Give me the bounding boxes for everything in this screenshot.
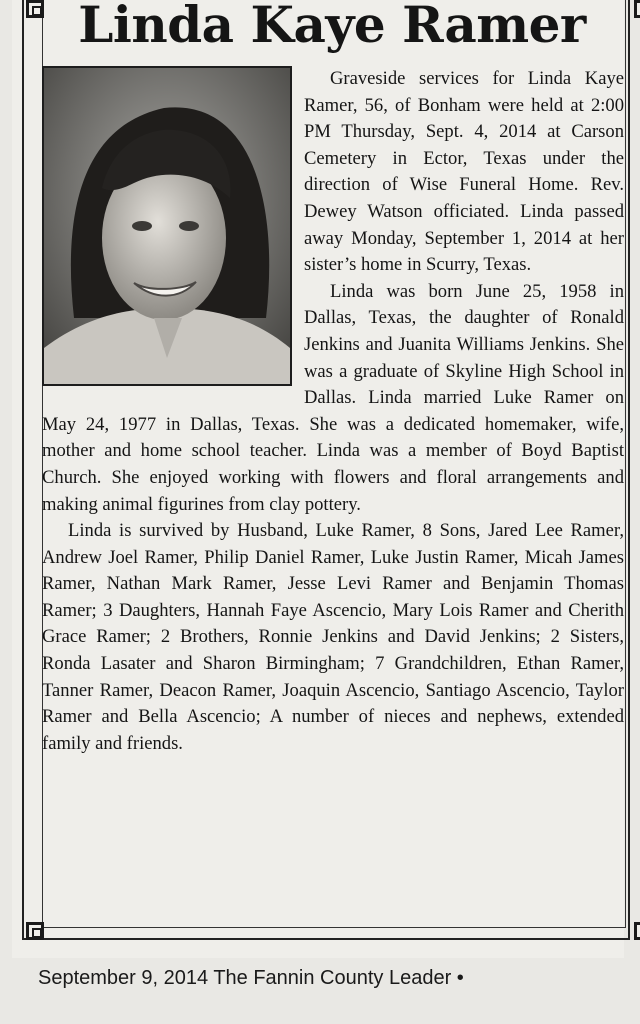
obituary-paragraph: Linda was born June 25, 1958 in Dallas, Texas, the daughter of Ronald Jenkins and Juanita Williams Jenkins. She was a graduate of Skyline High School in Dallas. Linda married Luke Ramer on May 24, 1977 in Dallas, Texas. She was a dedicated homemaker, wife, mother and home school teacher. Linda was a member of Boyd Baptist Church. She enjoyed working with flowers and floral arrangements and making animal figurines from clay pottery. [42,280,624,515]
obituary-paragraph: Linda is survived by Husband, Luke Ramer, 8 Sons, Jared Lee Ramer, Andrew Joel Ramer, Philip Daniel Ramer, Luke Justin Ramer, Micah James Ramer, Nathan Mark Ramer, Jesse Levi Ramer and Benjamin Thomas Ramer; 3 Daughters, Hannah Faye Ascencio, Mary Lois Ramer and Cherith Grace Ramer; 2 Brothers, Ronnie Jenkins and David Jenkins; 2 Sisters, Ronda Lasater and Sharon Birmingham; 7 Grandchildren, Ethan Ramer, Tanner Ramer, Deacon Ramer, Joaquin Ascencio, Santiago Ascencio, Taylor Ramer and Bella Ascencio; A number of nieces and nephews, extended family and friends. [42,520,624,754]
corner-ornament-icon [634,0,640,18]
publication-dateline: September 9, 2014 The Fannin County Leader • [38,967,464,989]
obituary-paragraph: Graveside services for Linda Kaye Ramer, 56, of Bonham were held at 2:00 PM Thursday, Sept. 4, 2014 at Carson Cemetery in Ector, Texas under the direction of Wise Funeral Home. Rev. Dewey Watson officiated. Linda passed away Monday, September 1, 2014 at her sister’s home in Scurry, Texas. [304,68,624,276]
corner-ornament-icon [634,922,640,940]
portrait-photo [42,66,292,386]
newspaper-clipping [12,0,624,958]
obituary-headline: Linda Kaye Ramer [78,0,586,54]
portrait-image [44,68,290,384]
corner-ornament-icon [26,922,44,940]
